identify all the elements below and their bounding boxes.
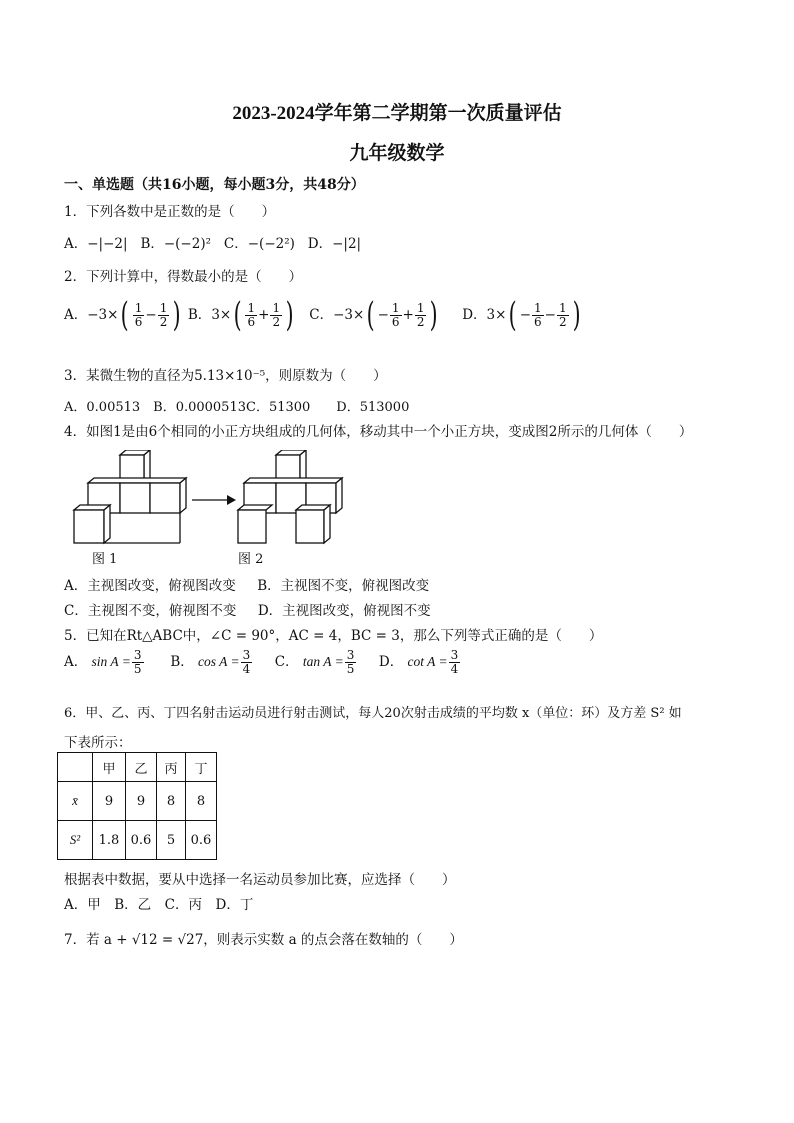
page-subtitle: 九年级数学	[349, 143, 445, 164]
q2-option-c: C．−3×( − $\frac{1}{6}$ + $\frac{1}{2}$ )	[309, 295, 439, 335]
q6-options: A．甲 B．乙 C．丙 D．丁	[64, 897, 254, 913]
table-cell: 9	[93, 782, 126, 821]
q4-options-row1	[64, 574, 429, 594]
table-row-label: x̄	[58, 782, 93, 821]
q4-stem: 4．如图1是由6个相同的小正方块组成的几何体，移动其中一个小正方块，变成图2所示的几何体（ ）	[64, 424, 693, 440]
q3-options: A．0.00513 B．0.0000513C．51300 D．513000	[64, 400, 410, 415]
q5-options	[64, 649, 461, 676]
q7-stem: 7．若 a + √12 = √27，则表示实数 a 的点会落在数轴的（ ）	[64, 932, 463, 948]
q5-option-a: A． sin A = $\frac{3}{5}$	[64, 648, 142, 676]
q2-stem: 2．下列计算中，得数最小的是（ ）	[64, 269, 303, 285]
q1-options	[64, 232, 361, 252]
q1-option-a: A．−|−2|	[64, 236, 128, 252]
table-cell	[58, 753, 93, 782]
table-cell: 1.8	[93, 821, 126, 860]
q6-stem-line1: 6．甲、乙、丙、丁四名射击运动员进行射击测试，每人20次射击成绩的平均数 x（单位：环）及方差 S² 如	[64, 706, 682, 721]
q2-option-d: D．3×( − $\frac{1}{6}$ − $\frac{1}{2}$ )	[462, 295, 581, 335]
q1-stem: 1．下列各数中是正数的是（ ）	[64, 204, 276, 220]
q4-option-a: A．主视图改变，俯视图改变	[64, 578, 236, 594]
table-header-row	[58, 753, 217, 782]
table-header-cell: 乙	[126, 753, 157, 782]
table-cell: 5	[157, 821, 186, 860]
section-heading: 一、单选题（共16小题，每小题3分，共48分）	[64, 177, 365, 193]
q2-options	[64, 295, 583, 335]
q1-option-d: D．−|2|	[307, 236, 362, 252]
q2-option-a: A．−3×( $\frac{1}{6}$ − $\frac{1}{2}$ )	[64, 295, 181, 335]
fig1-label: 图 1	[92, 552, 118, 567]
table-row	[58, 821, 217, 860]
stats-table	[57, 752, 217, 860]
table-header-cell: 甲	[93, 753, 126, 782]
table-row	[58, 782, 217, 821]
page-title: 2023-2024学年第二学期第一次质量评估	[232, 103, 562, 124]
figure1-cubes	[74, 450, 186, 543]
q4-option-d: D．主视图改变，俯视图不变	[257, 603, 431, 619]
table-header-cell: 丙	[157, 753, 186, 782]
q4-options-row2	[64, 599, 431, 619]
q3-stem: 3．某微生物的直径为5.13×10⁻⁵，则原数为（ ）	[64, 368, 387, 384]
q5-stem: 5．已知在Rt△ABC中，∠C = 90°，AC = 4，BC = 3，那么下列等式正确的是（ ）	[64, 628, 603, 644]
table-cell: 8	[157, 782, 186, 821]
q2-option-b: B．3×( $\frac{1}{6}$ + $\frac{1}{2}$ )	[187, 295, 294, 335]
q1-option-b: B．−(−2)²	[140, 236, 212, 252]
arrow-head-icon	[227, 495, 236, 505]
q1-option-c: C．−(−2²)	[223, 236, 295, 252]
table-cell: 0.6	[186, 821, 217, 860]
table-cell: 0.6	[126, 821, 157, 860]
q4-option-c: C．主视图不变，俯视图不变	[64, 603, 237, 619]
q4-option-b: B．主视图不变，俯视图改变	[257, 578, 430, 594]
table-row-label: S²	[58, 821, 93, 860]
table-header-cell: 丁	[186, 753, 217, 782]
q6-after: 根据表中数据，要从中选择一名运动员参加比赛，应选择（ ）	[64, 872, 456, 888]
q5-option-c: C． tan A = $\frac{3}{5}$	[274, 648, 355, 676]
table-cell: 9	[126, 782, 157, 821]
figure2-cubes	[238, 450, 342, 543]
q5-option-b: B． cos A = $\frac{3}{4}$	[170, 648, 251, 676]
table-cell: 8	[186, 782, 217, 821]
q6-stem-line2: 下表所示：	[64, 735, 132, 751]
q5-option-d: D． cot A = $\frac{3}{4}$	[378, 648, 459, 676]
fig2-label: 图 2	[238, 552, 264, 567]
